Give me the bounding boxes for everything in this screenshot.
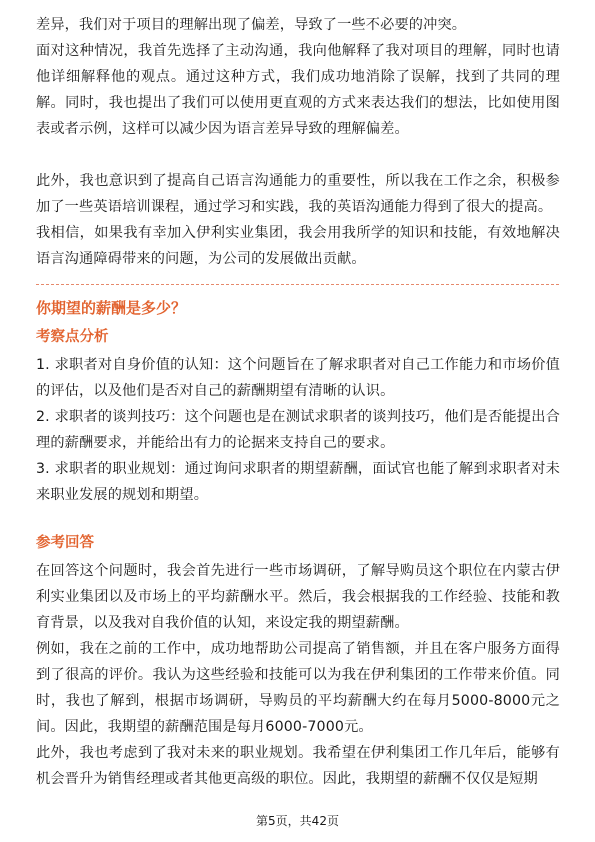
answer-heading: 参考回答 [36, 535, 94, 551]
analysis-item: 1. 求职者对自身价值的认知：这个问题旨在了解求职者对自己工作能力和市场价值的评估，以及他们是否对自己的薪酬期望有清晰的认识。 [36, 357, 560, 399]
answer-paragraph: 此外，我也考虑到了我对未来的职业规划。我希望在伊利集团工作几年后，能够有机会晋升为销售经理或者其他更高级的职位。因此，我期望的薪酬不仅仅是短期 [36, 745, 560, 787]
section-divider [36, 284, 559, 285]
body-paragraph: 差异，我们对于项目的理解出现了偏差，导致了一些不必要的冲突。 [36, 17, 467, 33]
analysis-item: 3. 求职者的职业规划：通过询问求职者的期望薪酬，面试官也能了解到求职者对未来职业发展的规划和期望。 [36, 461, 560, 503]
question-title: 你期望的薪酬是多少？ [36, 299, 187, 317]
body-paragraph: 我相信，如果我有幸加入伊利实业集团，我会用我所学的知识和技能，有效地解决语言沟通障碍带来的问题，为公司的发展做出贡献。 [36, 225, 560, 267]
answer-paragraph: 在回答这个问题时，我会首先进行一些市场调研，了解导购员这个职位在内蒙古伊利实业集团以及市场上的平均薪酬水平。然后，我会根据我的工作经验、技能和教育背景，以及我对自我价值的认知，来设定我的期望薪酬。 [36, 563, 560, 631]
body-paragraph: 此外，我也意识到了提高自己语言沟通能力的重要性，所以我在工作之余，积极参加了一些英语培训课程，通过学习和实践，我的英语沟通能力得到了很大的提高。 [36, 173, 560, 215]
analysis-item: 2. 求职者的谈判技巧：这个问题也是在测试求职者的谈判技巧，他们是否能提出合理的薪酬要求，并能给出有力的论据来支持自己的要求。 [36, 409, 560, 451]
body-paragraph: 面对这种情况，我首先选择了主动沟通，我向他解释了我对项目的理解，同时也请他详细解释他的观点。通过这种方式，我们成功地消除了误解，找到了共同的理解。同时，我也提出了我们可以使用更直观的方式来表达我们的想法，比如使用图表或者示例，这样可以减少因为语言差异导致的理解偏差。 [36, 43, 560, 137]
page-number: 第5页，共42页 [256, 814, 339, 828]
answer-paragraph: 例如，我在之前的工作中，成功地帮助公司提高了销售额，并且在客户服务方面得到了很高的评价。我认为这些经验和技能可以为我在伊利集团的工作带来价值。同时，我也了解到，根据市场调研，导购员的平均薪酬大约在每月5000-8000元之间。因此，我期望的薪酬范围是每月6000-7000元。 [36, 641, 560, 735]
analysis-heading: 考察点分析 [36, 329, 109, 345]
